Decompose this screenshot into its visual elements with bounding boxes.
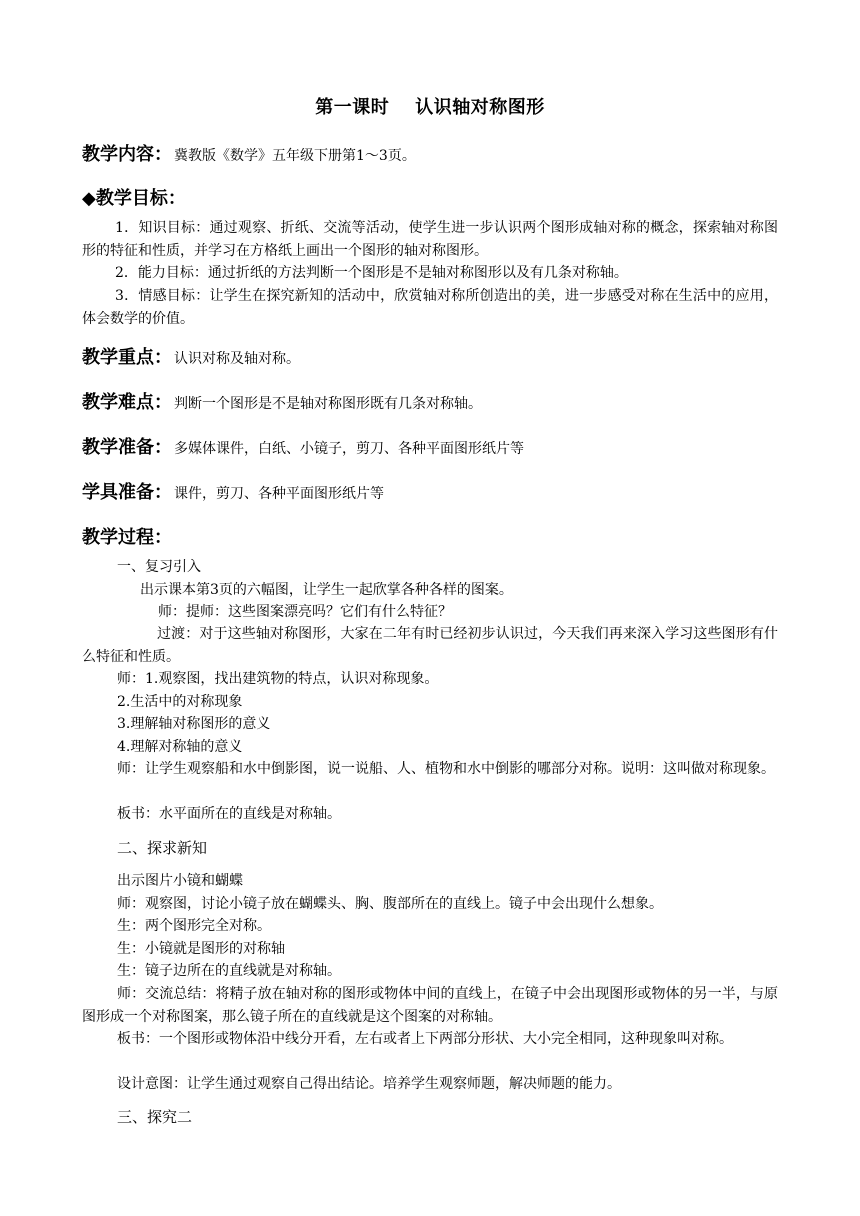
section-2-line-1: 出示图片小镜和蝴蝶 xyxy=(117,873,243,889)
content-label: 教学内容： xyxy=(82,144,172,165)
section-1-line-1: 出示课本第3页的六幅图，让学生一起欣掌各种各样的图案。 xyxy=(140,582,513,598)
teacher-prep-label: 教学准备： xyxy=(82,437,172,458)
difficulty-label: 教学难点： xyxy=(82,392,172,413)
key-point-text: 认识对称及轴对称。 xyxy=(174,351,300,367)
process-heading: 教学过程： xyxy=(82,527,172,548)
difficulty-heading xyxy=(82,388,482,414)
section-1-line-8: 师：让学生观察船和水中倒影图，说一说船、人、植物和水中倒影的哪部分对称。说明：这叫做对称现象。 xyxy=(117,761,775,777)
student-prep-text: 课件，剪刀、各种平面图形纸片等 xyxy=(174,486,384,502)
section-1-line-4: 师：1.观察图，找出建筑物的特点，认识对称现象。 xyxy=(117,671,439,687)
content-text: 冀教版《数学》五年级下册第1～3页。 xyxy=(174,148,416,164)
objectives-heading: ◆教学目标： xyxy=(82,188,186,209)
objective-3: 3．情感目标：让学生在探究新知的活动中，欣赏轴对称所创造出的美，进一步感受对称在生活中的应用，体会数学的价值。 xyxy=(82,288,778,327)
section-2-line-8: 设计意图：让学生通过观察自己得出结论。培养学生观察师题，解决师题的能力。 xyxy=(117,1076,621,1092)
section-2-line-3: 生：两个图形完全对称。 xyxy=(117,918,271,934)
section-2-line-5: 生：镜子边所在的直线就是对称轴。 xyxy=(117,963,341,979)
key-point-heading xyxy=(82,343,300,369)
objective-2: 2．能力目标：通过折纸的方法判断一个图形是不是轴对称图形以及有几条对称轴。 xyxy=(115,265,628,281)
page-title xyxy=(0,93,860,119)
section-1-line-5: 2.生活中的对称现象 xyxy=(117,694,243,710)
teacher-prep-text: 多媒体课件，白纸、小镜子，剪刀、各种平面图形纸片等 xyxy=(174,441,524,457)
student-prep-label: 学具准备： xyxy=(82,482,172,503)
lesson-topic: 认识轴对称图形 xyxy=(415,97,545,118)
difficulty-text: 判断一个图形是不是轴对称图形既有几条对称轴。 xyxy=(174,396,482,412)
student-prep-heading xyxy=(82,478,384,504)
section-1-line-9: 板书：水平面所在的直线是对称轴。 xyxy=(117,806,341,822)
section-1-line-3: 过渡：对于这些轴对称图形，大家在二年有时已经初步认识过，今天我们再来深入学习这些图形有什么特征和性质。 xyxy=(82,626,778,665)
section-2-title: 二、探求新知 xyxy=(117,839,208,857)
lesson-number: 第一课时 xyxy=(315,97,390,118)
section-2-line-2: 师：观察图，讨论小镜子放在蝴蝶头、胸、腹部所在的直线上。镜子中会出现什么想象。 xyxy=(117,896,663,912)
section-1-title: 一、复习引入 xyxy=(117,559,201,575)
key-point-label: 教学重点： xyxy=(82,347,172,368)
section-1-line-2: 师：提师：这些图案漂亮吗？它们有什么特征？ xyxy=(158,604,452,620)
section-3-title: 三、探究二 xyxy=(117,1108,193,1126)
teacher-prep-heading xyxy=(82,433,524,459)
section-2-line-6: 师：交流总结：将精子放在轴对称的图形或物体中间的直线上，在镜子中会出现图形或物体的另一半，与原图形成一个对称图案，那么镜子所在的直线就是这个图案的对称轴。 xyxy=(82,986,778,1025)
section-2-line-4: 生：小镜就是图形的对称轴 xyxy=(117,941,285,957)
section-2-line-7: 板书：一个图形或物体沿中线分开看，左右或者上下两部分形状、大小完全相同，这种现象叫对称。 xyxy=(117,1031,733,1047)
section-1-line-7: 4.理解对称轴的意义 xyxy=(117,739,243,755)
objective-1: 1．知识目标：通过观察、折纸、交流等活动，使学生进一步认识两个图形成轴对称的概念，探索轴对称图形的特征和性质，并学习在方格纸上画出一个图形的轴对称图形。 xyxy=(82,220,778,259)
content-heading xyxy=(82,140,416,166)
section-1-line-6: 3.理解轴对称图形的意义 xyxy=(117,716,271,732)
